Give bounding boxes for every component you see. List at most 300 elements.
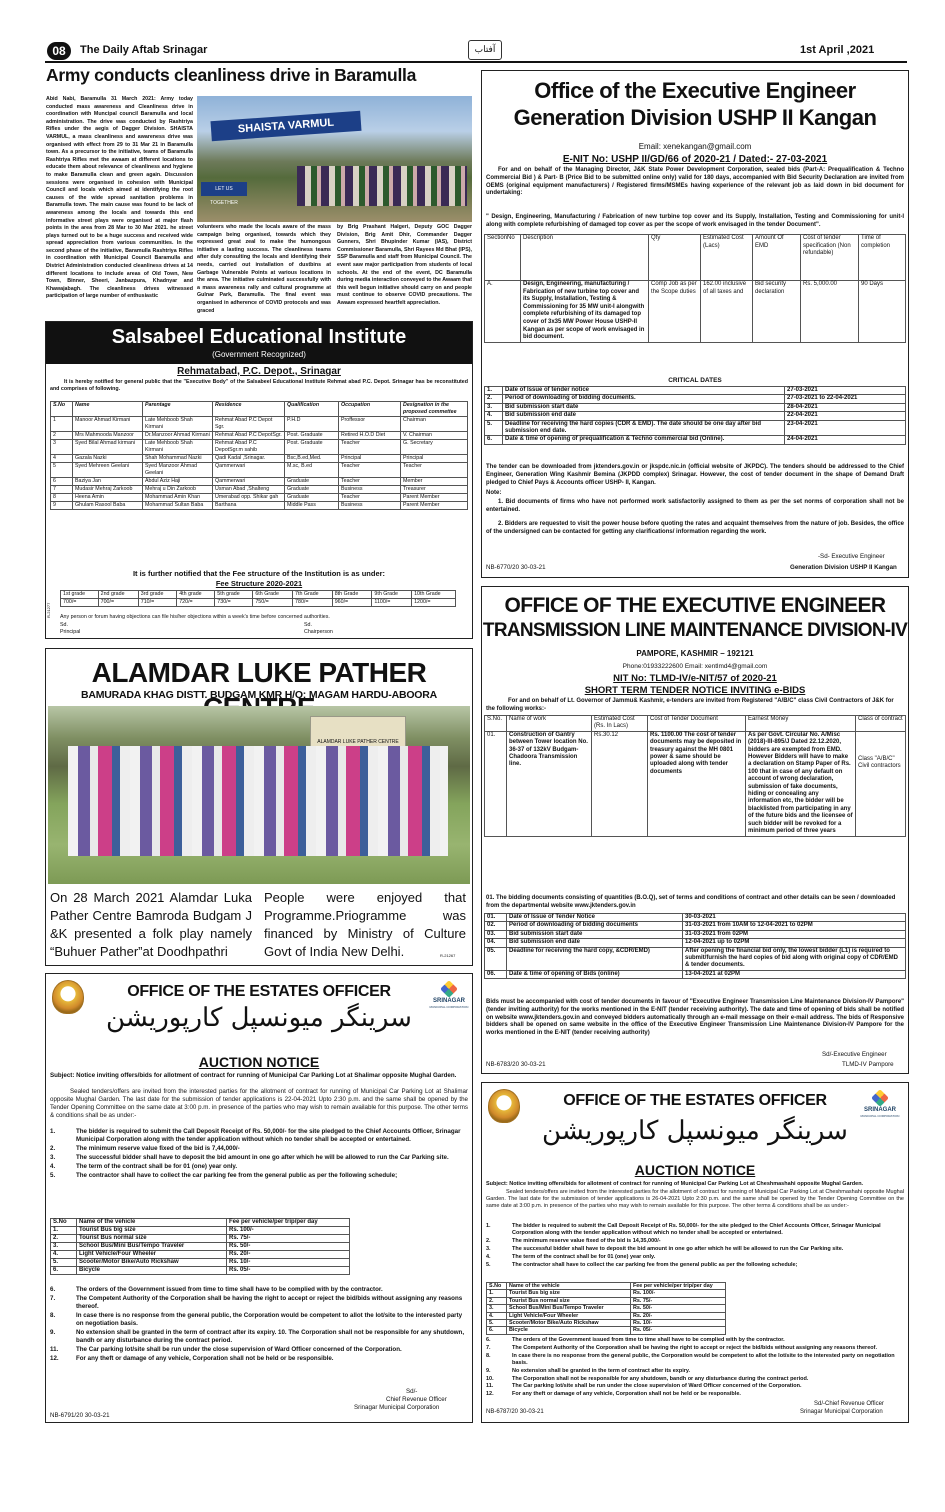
photo-crowd: [297, 166, 467, 206]
term-number: 9.: [486, 1367, 491, 1374]
fee-value: 750/=: [253, 599, 293, 607]
table-cell: Abdul Aziz Haji: [143, 478, 213, 486]
fee-cell: 4.: [487, 1312, 507, 1319]
fee-table: [60, 590, 456, 607]
tlmd-intro: For and on behalf of Lt. Governor of Jammu& Kashmir, e-tenders are invited from Registered "A/B/C" class Civil Contractors of J&K for the following works:-: [486, 698, 894, 712]
kangan-head-row: [485, 235, 906, 281]
date-row: [485, 387, 906, 395]
term-number: 2.: [486, 1237, 491, 1244]
fee-cell: Tourist Bus normal size: [507, 1297, 631, 1304]
estates1-fee-table: [50, 1218, 350, 1275]
term-text: The term of the contract shall be for 01 (one) year only.: [512, 1253, 656, 1260]
term-text: The successful bidder shall have to deposit the bid amount in one go after which he will be allowed to run the Car Parking site.: [76, 1154, 449, 1161]
table-row: [51, 417, 468, 432]
committee-table: [50, 401, 468, 510]
term-number: 5.: [486, 1261, 491, 1268]
army-photo: [197, 96, 472, 222]
table-row: [51, 486, 468, 494]
tlmd-short: SHORT TERM TENDER NOTICE INVITING e-BIDS: [584, 685, 806, 696]
date-cell: 06.: [485, 970, 507, 978]
date-cell: 30-03-2021: [683, 914, 906, 922]
date-cell: 6.: [485, 436, 503, 444]
table-cell: Dr.Manzoor Ahmad Kirmani: [143, 432, 213, 440]
kangan-sig1: -Sd- Executive Engineer: [818, 553, 885, 560]
army-col3: by Brig Prashant Halgeri, Deputy GOC Dagger Division, Brig Amit Dhir, Commander Dagger Gunners, Shri Bhupinder Kumar (IAS), District Commissioner Baramulla, Shri Rayees Md Bhat (IPS), SSP Baramulla and staff from Municipal Council. The event saw major participation from students of local schools. At the end of the event, DC Baramulla during media interaction conveyed to the Awaam that this well begun initiative should carry on and people must continue to observe COVID precautions. The Awaam expressed heartfelt appreciation.: [337, 224, 472, 306]
table-cell: Syed Bilal Ahmad kirmani: [73, 440, 143, 455]
date-cell: 05.: [485, 947, 507, 970]
tlmd-notice: [481, 586, 909, 1074]
srinagar-logo-text: SRINAGAR: [432, 998, 465, 1004]
table-cell: Business: [339, 502, 401, 510]
date-cell: 28-04-2021: [785, 403, 906, 411]
date-cell: Bid submission start date: [503, 403, 785, 411]
date-cell: 31-03-2021 from 02PM: [683, 930, 906, 938]
table-cell: Mudasir Mehraj Zarkoob: [73, 486, 143, 494]
estates2-sig2: Srinagar Municipal Corporation: [800, 1409, 883, 1415]
term-item: [50, 1145, 468, 1153]
fee-cell: 6.: [51, 1267, 77, 1275]
term-text: No extension shall be granted in the term of contract after its expiry. 10. The Corporation shall not be responsible for any shutdown, bandh or any disturbance during the contract period.: [76, 1329, 465, 1344]
table-cell: 1: [51, 417, 73, 432]
term-item: [486, 1254, 904, 1261]
srinagar-logo-text: SRINAGAR: [863, 1107, 896, 1113]
tlmd-title1: OFFICE OF THE EXECUTIVE ENGINEER: [504, 594, 886, 617]
objection-text: Any person or forum having objections can file his/her objections within a week's time before concerned authorities.: [60, 614, 330, 620]
alamdar-left-text: On 28 March 2021 Alamdar Luka Pather Centre Bamroda Budgam J &K presented a folk play namely “Buhuer Pather”at Doodhpathri: [50, 890, 252, 959]
term-text: The orders of the Government issued from time to time shall have to be complied with by the contractor.: [512, 1337, 785, 1343]
kangan-work-row: [485, 281, 906, 343]
fee-cell: Rs. 05/-: [631, 1327, 726, 1334]
date-cell: 27-03-2021 to 22-04-2021: [785, 395, 906, 403]
date-cell: 24-04-2021: [785, 436, 906, 444]
fee-value: 960/=: [332, 599, 372, 607]
date-cell: 3.: [485, 403, 503, 411]
table-row: [51, 432, 468, 440]
estates-notice-shalimar: [45, 973, 473, 1423]
table-cell: Gazala Nazki: [73, 455, 143, 463]
term-number: 6.: [50, 1286, 56, 1293]
term-item: [50, 1128, 468, 1144]
date-cell: Deadline for receiving the hard copies (CDR & EMD). The date should be one day after bid submission end date.: [503, 420, 785, 436]
fee-row: [487, 1297, 726, 1304]
term-item: [486, 1345, 904, 1352]
term-item: [50, 1286, 468, 1294]
term-item: [486, 1368, 904, 1375]
date-cell: 4.: [485, 412, 503, 420]
term-number: 11.: [50, 1346, 59, 1353]
fee-cell: 5.: [487, 1320, 507, 1327]
date-cell: 12-04-2021 up to 02PM: [683, 939, 906, 947]
fee-cell: 2.: [51, 1235, 77, 1243]
term-text: No extension shall be granted in the term of contract after its expiry.: [512, 1367, 691, 1374]
estates2-title: OFFICE OF THE ESTATES OFFICER: [563, 1092, 827, 1109]
table-cell: Proffessor: [339, 417, 401, 432]
term-number: 9.: [50, 1329, 56, 1336]
col-qualification: Qualification: [285, 402, 339, 417]
kangan-row-emd: Bid security declaration: [753, 281, 801, 343]
table-cell: Teacher: [401, 463, 468, 478]
table-cell: Teacher: [339, 440, 401, 455]
table-cell: Mohammad Sultan Baba: [143, 502, 213, 510]
table-row: [51, 440, 468, 455]
term-text: The Car parking lot/site shall be run under the close supervision of Ward Officer concerned of the Corporation.: [512, 1383, 802, 1390]
table-cell: Syed Manzoor Ahmad Geelani: [143, 463, 213, 478]
term-item: [50, 1312, 468, 1328]
kangan-sig2: Generation Division USHP II Kangan: [790, 564, 897, 571]
date-row: [485, 412, 906, 420]
table-cell: Graduate: [285, 494, 339, 502]
fee-head-sno: S.No: [487, 1283, 507, 1290]
date-cell: 03.: [485, 930, 507, 938]
fee-grade: 4th grade: [177, 591, 215, 599]
kangan-table: [484, 234, 906, 343]
chair-sign: Chairperson: [304, 629, 333, 635]
table-cell: Principal: [339, 455, 401, 463]
estates1-subject: Subject: Notice inviting offers/bids for allotment of contract for running of Municipal Car Parking Lot at Shalimar opposite Mughal Garden.: [50, 1072, 457, 1079]
term-text: The minimum reserve value fixed of the bid is 7,44,000/-: [76, 1145, 240, 1152]
alamdar-photo: [48, 706, 470, 884]
tlmd-title2: TRANSMISSION LINE MAINTENANCE DIVISION-IV: [482, 620, 908, 641]
term-text: For any theft or damage of any vehicle, Corporation shall not be held or be responsible.: [76, 1355, 334, 1362]
tlmd-note1: 01. The bidding documents consisting of quantities (B.O.Q), set of terms and conditions of contract and other details can be seen / downloaded from the departmental website www.jktenders.gov.in: [486, 895, 896, 909]
kangan-row-qty: Comp Job as per the Scope duties: [649, 281, 701, 343]
term-item: [50, 1346, 468, 1354]
fee-cell: Bicycle: [507, 1327, 631, 1334]
estates1-urdu: سرینگر میونسپل کارپوریشن: [106, 1003, 412, 1033]
term-item: [50, 1355, 468, 1363]
tlmd-work-row: [485, 731, 906, 836]
estates2-subject: Subject: Notice inviting offers/bids for allotment of contract for running of Municipal Car Parking Lot at Cheshmashahi opposite Mughal Garden.: [486, 1181, 864, 1187]
date-cell: After opening the financial bid only, the lowest bidder (L1) is required to submit/furnish the hard copies of bid along with original copy of CDR/EMD & tender documents.: [683, 947, 906, 970]
fee-cell: 5.: [51, 1259, 77, 1267]
table-cell: Rehmat Abad P.C Depot Sgr.: [213, 417, 285, 432]
fee-grade: 8th Grade: [332, 591, 372, 599]
date-row: [485, 922, 906, 930]
salsabeel-code: R-21277: [46, 602, 51, 618]
table-cell: 6: [51, 478, 73, 486]
salsabeel-address: Rehmatabad, P.C. Depot., Srinagar: [177, 366, 341, 377]
tlmd-head-doc: Cost of Tender Document: [648, 716, 746, 732]
srinagar-logo-icon: [440, 980, 458, 998]
fee-cell: 6.: [487, 1327, 507, 1334]
photo-banner: SHAISTA VARMUL: [210, 111, 361, 141]
col-parentage: Parentage: [143, 402, 213, 417]
table-cell: Qammerwari: [213, 463, 285, 478]
date-row: [485, 420, 906, 436]
tlmd-nb: NB-6783/20 30-03-21: [486, 1061, 546, 1068]
fee-grade: 7th Grade: [293, 591, 333, 599]
chair-sd: Sd.: [304, 622, 312, 628]
date-cell: 31-03-2021 from 10AM to 12-04-2021 to 02PM: [683, 922, 906, 930]
table-cell: M.sc, B.ed: [285, 463, 339, 478]
fee-row: [51, 1243, 350, 1251]
table-cell: 4: [51, 455, 73, 463]
table-cell: 2: [51, 432, 73, 440]
fee-row: [487, 1327, 726, 1334]
fee-cell: Scooter/Motor Bike/Auto Rickshaw: [507, 1320, 631, 1327]
term-text: The Competent Authority of the Corporation shall be having the right to accept or reject the bid/bids without assigning any reasons thereof.: [512, 1344, 877, 1351]
fee-grade: 5th grade: [215, 591, 253, 599]
fee-row: [487, 1290, 726, 1297]
fee-head-sno: S.No: [51, 1219, 77, 1227]
date-cell: 22-04-2021: [785, 412, 906, 420]
term-item: [486, 1337, 904, 1344]
term-text: The minimum reserve value fixed of the bid is 14,35,000/-: [512, 1237, 661, 1244]
date-cell: Period of downloading of bidding documents.: [503, 395, 785, 403]
date-cell: Date of Issue of Tender Notice: [507, 914, 683, 922]
date-cell: 1.: [485, 387, 503, 395]
photo-performers: [68, 746, 448, 856]
date-cell: 23-04-2021: [785, 420, 906, 436]
fee-value: 730/=: [215, 599, 253, 607]
estates2-sd: Sd/-Chief Revenue Officer: [814, 1401, 884, 1407]
date-row: [485, 947, 906, 970]
kangan-email: Email: xenekangan@gmail.com: [638, 142, 752, 151]
term-item: [50, 1295, 468, 1311]
kangan-head-spec: Cost of tender specification (Non refundable): [801, 235, 859, 281]
tlmd-row-emd: As per Govt. Circular No. A/Misc (2018)-III-895/J Dated 22.12.2020, bidders are exempted from EMD. However Bidders will have to make a declaration on Stamp Paper of Rs. 100 that in case of any default on account of wrong declaration, submission of fake documents, hiding or concealing any information etc, the bidder will be blacklisted from participating in any of the future bids and the licensee of such bidder will be revoked for a minimum period of three years: [746, 731, 856, 836]
fee-value: 720/=: [177, 599, 215, 607]
term-text: The term of the contract shall be for 01 (one) year only.: [76, 1163, 238, 1170]
term-number: 7.: [486, 1344, 491, 1351]
fee-value: 780/=: [293, 599, 333, 607]
fee-value: 1200/=: [412, 599, 456, 607]
estates2-nb: NB-6787/20 30-03-21: [486, 1409, 544, 1415]
tlmd-row-sno: 01.: [485, 731, 507, 836]
table-cell: Shah Mohammad Nazki: [143, 455, 213, 463]
fee-value: 1100/=: [372, 599, 412, 607]
table-cell: Parent Member: [401, 494, 468, 502]
term-text: The bidder is required to submit the Call Deposit Receipt of Rs. 50,000/- for the site pledged to the Chief Accounts Officer, Srinagar Municipal Corporation along with the tender application without which no tender shall be accepted or entertained.: [512, 1223, 881, 1236]
kangan-row-spec: Rs. 5,000.00: [801, 281, 859, 343]
fee-grade: 6th Grade: [253, 591, 293, 599]
table-cell: Syed Mehreen Geelani: [73, 463, 143, 478]
term-text: The Car parking lot/site shall be run under the close supervision of Ward Officer concerned of the Corporation.: [76, 1346, 402, 1353]
date-row: [485, 970, 906, 978]
tlmd-head-sno: S.No.: [485, 716, 507, 732]
table-cell: 7: [51, 486, 73, 494]
principal-sd: Sd.: [60, 622, 68, 628]
term-item: [486, 1376, 904, 1383]
fee-cell: 1.: [51, 1227, 77, 1235]
table-cell: Parent Member: [401, 502, 468, 510]
table-cell: Teacher: [339, 478, 401, 486]
page-number: 08: [47, 42, 71, 60]
kangan-head-time: Time of completion: [859, 235, 906, 281]
term-text: In case there is no response from the general public, the Corporation would be competent to allot the lot/site to the interested party on negotiation basis.: [512, 1352, 895, 1366]
tlmd-sig1: Sd/-Executive Engineer: [822, 1051, 887, 1058]
table-cell: Rehmat Abad P.C DepotSgr.m sahib: [213, 440, 285, 455]
table-row: [51, 463, 468, 478]
fee-cell: School Bus/Mini Bus/Tempo Traveler: [77, 1243, 227, 1251]
table-cell: Heena Amin: [73, 494, 143, 502]
aftab-logo: آفتاب: [468, 40, 502, 60]
principal-sign: Principal: [60, 629, 81, 635]
photo-banner: ALAMDAR LUKE PATHER CENTRE: [310, 716, 406, 772]
tlmd-tail: Bids must be accompanied with cost of tender documents in favour of "Executive Engineer Transmission Line Maintenance Division-IV Pampore" (tender inviting authority) for the works mentioned in the E-NIT (tender receiving authority). The date and time of opening of bids shall be notified on website www.jktenders.gov.in and conveyed bidders automatically through an e-mail message on their e-mail address. The bids of Responsive bidders shall be opened on same website in the office of the Executive Engineer Transmission Line Maintenance Division-IV Pampore for the works mentioned in the E-NIT (tender receiving authority): [486, 999, 904, 1037]
fee-cell: Rs. 50/-: [227, 1243, 350, 1251]
date-row: [485, 403, 906, 411]
table-cell: Principal: [401, 455, 468, 463]
tlmd-head-cost: Estimated Cost (Rs. In Lacs): [592, 716, 648, 732]
fee-head-vehicle: Name of the vehicle: [77, 1219, 227, 1227]
table-row: [51, 502, 468, 510]
term-number: 3.: [50, 1154, 56, 1161]
table-cell: Qadi Kadal ,Srinagar.: [213, 455, 285, 463]
fee-cell: Light Vehicle/Four Wheeler: [507, 1312, 631, 1319]
kangan-row-cost: 162.00 inclusive of all taxes and: [701, 281, 753, 343]
term-text: The contractor shall have to collect the car parking fee from the general public as per the following schedule;: [512, 1261, 798, 1268]
table-cell: Usman Abad ,Shalteng: [213, 486, 285, 494]
table-cell: Post. Graduate: [285, 432, 339, 440]
fee-row: [487, 1305, 726, 1312]
fee-row: [487, 1320, 726, 1327]
masthead-rule: [45, 61, 907, 63]
table-cell: 5: [51, 463, 73, 478]
date-cell: Deadline for receiving the hard copy, &CDR/EMD): [507, 947, 683, 970]
col-designation: Designation in the proposed commettee: [401, 402, 468, 417]
date-cell: Bid submission end date: [507, 939, 683, 947]
kangan-head-section: SectionNo: [485, 235, 521, 281]
srinagar-logo: [854, 1089, 906, 1118]
table-cell: Teacher: [339, 463, 401, 478]
date-cell: Period of downloading of bidding documents: [507, 922, 683, 930]
army-col2: volunteers who made the locals aware of the mass campaign being organised, towards which they expressed great zeal to make the humongous initiative a lasting success. The cleanliness teams after duly consulting the locals and identifying their needs, carried out installation of dustbins at Garbage Vulnerable Points at various locations in the area. The initiative culminated successfully with a mass awareness rally and cultural programme at Gulnar Park, Baramulla. The final event was organised in adherence of COVID protocols and was graced: [197, 224, 331, 314]
term-item: [486, 1383, 904, 1390]
estates1-sig1: Chief Revenue Officer: [386, 1396, 447, 1403]
term-text: The Corporation shall not be responsible for any shutdown, bandh or any disturbance during the contract period.: [512, 1375, 809, 1382]
estates1-body: Sealed tenders/offers are invited from the interested parties for the allotment of contract for running of Municipal Car Parking Lot at Shalimar opposite Mughal Garden. The last date for the submission of tender applications is 22-04-2021 Upto 2:30 p.m. and the same shall be opened by the Tender Opening Committee on the same date at 3:00 p.m. in presence of the parties who may wish to remain available for this purpose. The other terms & conditions shall be as under:-: [50, 1088, 468, 1119]
critical-dates-table: [484, 386, 906, 445]
tlmd-row-cost: Rs.30.12: [592, 731, 648, 836]
tlmd-sig2: TLMD-IV Pampore: [842, 1061, 894, 1068]
term-item: [486, 1262, 904, 1269]
estates1-sig2: Srinagar Municipal Corporation: [354, 1404, 440, 1411]
tlmd-table: [484, 715, 906, 837]
table-row: [51, 494, 468, 502]
date-cell: 04.: [485, 939, 507, 947]
kangan-intro: For and on behalf of the Managing Director, J&K State Power Development Corporation, sealed bids (Part-A: Prequalification & Techno Commercial Bid ) & Part- B (Price Bid to be submitted online only) valid for 180 days, accompanied with Bid Security Declaration are invited from OEMS (original equipment manufacturers) / Registered firms/MSMEs having experience of the relevant job as laid down in bid document for undertaking:: [486, 167, 904, 197]
date-cell: 27-03-2021: [785, 387, 906, 395]
tlmd-row-doc: Rs. 1100.00 The cost of tender documents may be deposited in treasury against the MH 0801 power & same should be uploaded along with tender documents: [648, 731, 746, 836]
kangan-nb: NB-6770/20 30-03-21: [486, 564, 546, 571]
table-cell: Rehmat Abad P.C DepotSgr.: [213, 432, 285, 440]
table-cell: 3: [51, 440, 73, 455]
alamdar-subtitle: BAMURADA KHAG DISTT. BUDGAM KMR H/O: MAGAM HARDU-ABOORA: [80, 689, 438, 701]
table-cell: Retired H.O.D Diet: [339, 432, 401, 440]
kangan-note1: 1. Bid documents of firms who have not performed work satisfactorily assigned to them as per the set norms of corporation shall not be entertained.: [486, 499, 904, 513]
fee-cell: Rs. 50/-: [631, 1305, 726, 1312]
fee-cell: Rs. 10/-: [631, 1320, 726, 1327]
salsabeel-header: [46, 322, 472, 364]
kangan-enit: E-NIT No: USHP II/GD/66 of 2020-21 / Dated:- 27-03-2021: [562, 154, 828, 165]
estates2-urdu: سرینگر میونسپل کارپوریشن: [542, 1116, 848, 1146]
kangan-head-desc: Description: [521, 235, 649, 281]
date-cell: Bid submission end date: [503, 412, 785, 420]
salsabeel-notice: [45, 321, 473, 639]
term-number: 4.: [486, 1253, 491, 1260]
kangan-title1: Office of the Executive Engineer: [534, 78, 856, 103]
date-cell: 01.: [485, 914, 507, 922]
table-cell: Mrs Mahmooda Manzoor: [73, 432, 143, 440]
col-sno: S.No: [51, 402, 73, 417]
committee-header-row: [51, 402, 468, 417]
term-number: 5.: [50, 1172, 56, 1179]
fee-row: [51, 1251, 350, 1259]
kangan-work: " Design, Engineering, Manufacturing / Fabrication of new turbine top cover and its Supply, Installation, Testing and Commissioning for unit-I along with complete refurbishing of damaged top cover as per the scope of work envisaged in the tender Document".: [486, 214, 904, 228]
fee-value: 700/=: [98, 599, 138, 607]
term-number: 8.: [50, 1312, 56, 1319]
fee-cell: Rs. 100/-: [631, 1290, 726, 1297]
table-cell: Business: [339, 486, 401, 494]
term-text: The successful bidder shall have to deposit the bid amount in one go after which he will be allowed to run the Car Parking site.: [512, 1245, 844, 1252]
estates2-terms-b: [486, 1337, 904, 1399]
paper-name: The Daily Aftab Srinagar: [80, 44, 208, 56]
table-cell: V. Chairman: [401, 432, 468, 440]
fee-cell: Bicycle: [77, 1267, 227, 1275]
term-number: 11.: [486, 1383, 494, 1390]
fee-cell: Tourist Bus big size: [507, 1290, 631, 1297]
kangan-note: Note:: [486, 490, 502, 496]
tlmd-nit: NIT No: TLMD-IV/e-NIT/57 of 2020-21: [613, 673, 777, 684]
table-cell: Barthana: [213, 502, 285, 510]
fee-row: [51, 1267, 350, 1275]
date-row: [485, 395, 906, 403]
estates1-auction: AUCTION NOTICE: [198, 1054, 320, 1070]
fee-cell: 3.: [487, 1305, 507, 1312]
term-text: The orders of the Government issued from time to time shall have to be complied with by the contractor.: [76, 1286, 383, 1293]
term-item: [486, 1353, 904, 1367]
estates2-auction: AUCTION NOTICE: [634, 1162, 756, 1178]
fee-cell: Rs. 05/-: [227, 1267, 350, 1275]
table-cell: Umerabad opp. Shikar gah: [213, 494, 285, 502]
estates1-terms-a: [50, 1128, 468, 1181]
date-cell: Date of Issue of tender notice: [503, 387, 785, 395]
critical-dates-title: CRITICAL DATES: [668, 377, 722, 384]
table-row: [51, 478, 468, 486]
date-cell: 2.: [485, 395, 503, 403]
alamdar-notice: [45, 648, 473, 966]
kangan-row-section: A.: [485, 281, 521, 343]
tlmd-row-class: Class "A/B/C" Civil contractors: [856, 731, 906, 836]
table-row: [51, 455, 468, 463]
estates-notice-cheshmashahi: [481, 1082, 909, 1423]
table-cell: Ghulam Rasool Baba: [73, 502, 143, 510]
fee-row: [51, 1259, 350, 1267]
kangan-head-qty: Qty: [649, 235, 701, 281]
date-row: [485, 930, 906, 938]
term-number: 7.: [50, 1295, 56, 1302]
term-item: [486, 1238, 904, 1245]
fee-head-vehicle: Name of the vehicle: [507, 1283, 631, 1290]
army-col1: Abid Nabi, Baramulla 31 March 2021: Army today conducted mass awareness and Cleanliness drive in coordination with Muncipal council Baramulla and local administration. The drive was conducted by Rashtriya Rifles under the aegis of Dagger Division. SHAISTA VARMUL, a mass cleanliness and awareness drive was organised with effect from 29 to 31 Mar 21 in Baramulla town. As a precursor to the initiative, teams of Baramulla Rashtriya Rifles met the awaam at different locations to educate them about relevance of cleanliness and hygiene to make Baramulla clean and green again. Discussion sessions were organised in cohesion with Municipal Council and locals which aimed at identifying the root causes of the wide spread sanitation problems in Baramulla town. The main cause was found to be lack of awareness among the locals and towards this end informative street plays were organised at major flash points in the area from 28 Mar to 30 Mar 2021. he street plays turned out to be a huge success and received wide spread appreciation from various communities. In the second phase of the initiative, Baramulla Rashtriya Rifles in coordination with Municipal Council Baramulla and District Administration conducted cleanliness drives at 14 different locations to include areas of Old Town, New Town, Binner, Sheeri, Janbazpura, Khadnyar and Khawajabagh. The cleanliness drives witnessed participation of large number of enthusiastic: [46, 96, 193, 300]
tlmd-head-emd: Earnest Money: [746, 716, 856, 732]
table-cell: Manoor Ahmad Kirmani: [73, 417, 143, 432]
estates2-terms-a: [486, 1223, 904, 1269]
estates1-terms-b: [50, 1286, 468, 1364]
fee-grade: 9th Grade: [372, 591, 412, 599]
alamdar-title: ALAMDAR LUKE PATHER: [91, 657, 427, 688]
term-number: 12.: [50, 1355, 59, 1362]
term-text: In case there is no response from the general public, the Corporation would be competent to allot the lot/site to the interested party on negotiation basis.: [76, 1312, 463, 1327]
fee-head-amount: Fee per vehicle/per trip/per day: [227, 1219, 350, 1227]
fee-row: [51, 1235, 350, 1243]
date-cell: 13-04-2021 at 02PM: [683, 970, 906, 978]
kangan-row-desc: Design, Engineering, manufacturing / Fabrication of new turbine top cover and its Supply, Installation, Testing & Commissioning for 35 MW unit-I alongwith complete refurbishing of its damaged top cover of 3x35 MW Power House USHP-II Kangan as per scope of work envisaged in bid document.: [521, 281, 649, 343]
fee-row: [51, 1227, 350, 1235]
fee-head-amount: Fee per vehicle/per trip/per day: [631, 1283, 726, 1290]
term-number: 2.: [50, 1145, 56, 1152]
